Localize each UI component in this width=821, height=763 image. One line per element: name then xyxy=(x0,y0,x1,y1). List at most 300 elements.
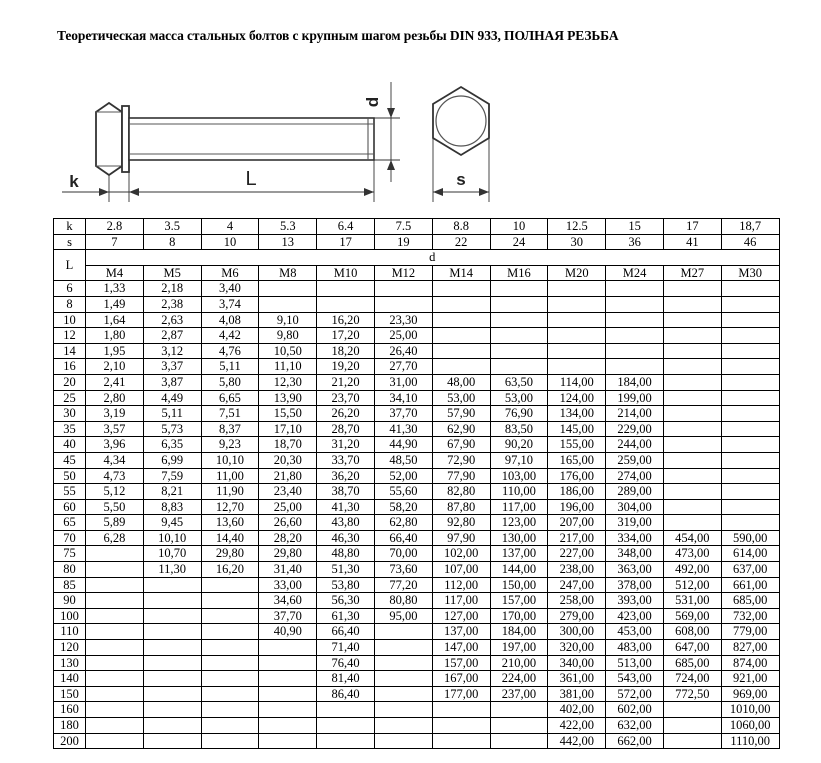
mass-cell: 23,30 xyxy=(374,312,432,328)
header-size-m20: M20 xyxy=(548,265,606,281)
mass-cell: 492,00 xyxy=(663,562,721,578)
mass-cell-empty xyxy=(201,624,259,640)
mass-cell-empty xyxy=(548,296,606,312)
mass-cell: 779,00 xyxy=(721,624,779,640)
mass-cell: 29,80 xyxy=(259,546,317,562)
mass-cell-empty xyxy=(721,484,779,500)
header-k-value: 3.5 xyxy=(143,219,201,235)
row-length-label: 35 xyxy=(54,421,86,437)
mass-cell-empty xyxy=(86,671,144,687)
mass-cell: 13,90 xyxy=(259,390,317,406)
mass-cell: 107,00 xyxy=(432,562,490,578)
mass-cell: 247,00 xyxy=(548,577,606,593)
mass-cell-empty xyxy=(374,733,432,749)
dimension-label-k: k xyxy=(69,172,79,191)
mass-cell: 16,20 xyxy=(201,562,259,578)
table-header xyxy=(54,219,780,281)
mass-cell-empty xyxy=(259,718,317,734)
page-title: Теоретическая масса стальных болтов с крупным шагом резьбы DIN 933, ПОЛНАЯ РЕЗЬБА xyxy=(57,28,619,43)
mass-cell: 18,20 xyxy=(317,343,375,359)
header-k-value: 6.4 xyxy=(317,219,375,235)
mass-cell-empty xyxy=(663,312,721,328)
mass-cell: 53,80 xyxy=(317,577,375,593)
mass-cell-empty xyxy=(663,421,721,437)
mass-cell-empty xyxy=(432,702,490,718)
header-row-d-span xyxy=(54,250,780,266)
mass-cell: 102,00 xyxy=(432,546,490,562)
mass-cell: 90,20 xyxy=(490,437,548,453)
row-length-label: 10 xyxy=(54,312,86,328)
mass-cell: 71,40 xyxy=(317,640,375,656)
mass-cell-empty xyxy=(721,281,779,297)
mass-cell: 76,90 xyxy=(490,406,548,422)
mass-cell-empty xyxy=(721,328,779,344)
mass-cell-empty xyxy=(663,515,721,531)
mass-cell: 48,50 xyxy=(374,452,432,468)
table-row xyxy=(54,702,780,718)
row-length-label: 150 xyxy=(54,686,86,702)
mass-cell-empty xyxy=(143,624,201,640)
mass-cell-empty xyxy=(317,296,375,312)
mass-cell: 15,50 xyxy=(259,406,317,422)
mass-cell-empty xyxy=(548,312,606,328)
mass-cell-empty xyxy=(374,671,432,687)
mass-cell-empty xyxy=(721,406,779,422)
mass-cell: 772,50 xyxy=(663,686,721,702)
header-k-value: 10 xyxy=(490,219,548,235)
mass-cell: 10,10 xyxy=(143,530,201,546)
mass-cell-empty xyxy=(143,640,201,656)
mass-cell-empty xyxy=(143,593,201,609)
mass-cell: 48,80 xyxy=(317,546,375,562)
mass-cell-empty xyxy=(663,437,721,453)
mass-cell: 37,70 xyxy=(259,608,317,624)
mass-cell: 5,89 xyxy=(86,515,144,531)
mass-cell: 157,00 xyxy=(490,593,548,609)
header-s-value: 24 xyxy=(490,234,548,250)
header-k-value: 12.5 xyxy=(548,219,606,235)
mass-cell: 6,28 xyxy=(86,530,144,546)
mass-cell: 53,00 xyxy=(432,390,490,406)
row-length-label: 45 xyxy=(54,452,86,468)
mass-cell: 279,00 xyxy=(548,608,606,624)
table-row xyxy=(54,484,780,500)
mass-cell: 137,00 xyxy=(432,624,490,640)
mass-cell-empty xyxy=(86,718,144,734)
mass-cell: 207,00 xyxy=(548,515,606,531)
mass-cell: 77,90 xyxy=(432,468,490,484)
mass-cell-empty xyxy=(201,640,259,656)
bolt-head-end-view xyxy=(433,87,489,155)
mass-cell: 199,00 xyxy=(606,390,664,406)
mass-cell: 1,95 xyxy=(86,343,144,359)
mass-cell-empty xyxy=(490,702,548,718)
mass-cell-empty xyxy=(432,343,490,359)
mass-cell: 117,00 xyxy=(432,593,490,609)
mass-cell-empty xyxy=(374,686,432,702)
mass-cell: 1,80 xyxy=(86,328,144,344)
mass-cell: 124,00 xyxy=(548,390,606,406)
mass-cell: 1,64 xyxy=(86,312,144,328)
mass-cell-empty xyxy=(201,718,259,734)
mass-cell-empty xyxy=(663,406,721,422)
mass-cell: 513,00 xyxy=(606,655,664,671)
mass-cell: 11,10 xyxy=(259,359,317,375)
mass-cell: 97,90 xyxy=(432,530,490,546)
mass-cell: 21,80 xyxy=(259,468,317,484)
table-row xyxy=(54,452,780,468)
mass-cell: 259,00 xyxy=(606,452,664,468)
header-row-sizes xyxy=(54,265,780,281)
mass-cell: 9,23 xyxy=(201,437,259,453)
mass-cell-empty xyxy=(721,359,779,375)
mass-cell-empty xyxy=(143,718,201,734)
mass-cell: 27,70 xyxy=(374,359,432,375)
mass-cell: 661,00 xyxy=(721,577,779,593)
header-k-value: 8.8 xyxy=(432,219,490,235)
mass-cell-empty xyxy=(143,733,201,749)
mass-cell: 46,30 xyxy=(317,530,375,546)
row-length-label: 200 xyxy=(54,733,86,749)
mass-cell-empty xyxy=(490,296,548,312)
mass-cell: 57,90 xyxy=(432,406,490,422)
mass-cell-empty xyxy=(432,733,490,749)
mass-cell: 608,00 xyxy=(663,624,721,640)
mass-cell: 51,30 xyxy=(317,562,375,578)
table-row xyxy=(54,733,780,749)
mass-cell-empty xyxy=(721,390,779,406)
table-row xyxy=(54,546,780,562)
mass-cell: 73,60 xyxy=(374,562,432,578)
mass-cell: 3,12 xyxy=(143,343,201,359)
mass-cell: 3,40 xyxy=(201,281,259,297)
mass-cell: 319,00 xyxy=(606,515,664,531)
mass-cell-empty xyxy=(548,343,606,359)
mass-cell: 70,00 xyxy=(374,546,432,562)
mass-cell: 23,70 xyxy=(317,390,375,406)
mass-cell-empty xyxy=(663,343,721,359)
mass-cell: 224,00 xyxy=(490,671,548,687)
mass-cell: 531,00 xyxy=(663,593,721,609)
mass-cell: 5,11 xyxy=(143,406,201,422)
mass-cell: 2,10 xyxy=(86,359,144,375)
mass-cell: 81,40 xyxy=(317,671,375,687)
table-row xyxy=(54,468,780,484)
mass-cell-empty xyxy=(317,281,375,297)
mass-cell: 340,00 xyxy=(548,655,606,671)
mass-cell-empty xyxy=(432,312,490,328)
dimension-label-L: L xyxy=(245,168,257,190)
header-size-m16: M16 xyxy=(490,265,548,281)
table-row xyxy=(54,671,780,687)
row-length-label: 6 xyxy=(54,281,86,297)
mass-cell: 55,60 xyxy=(374,484,432,500)
mass-cell-empty xyxy=(143,577,201,593)
mass-cell: 155,00 xyxy=(548,437,606,453)
mass-cell: 8,83 xyxy=(143,499,201,515)
mass-cell: 184,00 xyxy=(490,624,548,640)
mass-cell: 34,60 xyxy=(259,593,317,609)
mass-cell: 637,00 xyxy=(721,562,779,578)
mass-cell: 4,76 xyxy=(201,343,259,359)
mass-cell: 4,34 xyxy=(86,452,144,468)
mass-cell-empty xyxy=(201,733,259,749)
mass-cell: 20,30 xyxy=(259,452,317,468)
mass-cell: 244,00 xyxy=(606,437,664,453)
mass-cell: 33,70 xyxy=(317,452,375,468)
mass-cell: 61,30 xyxy=(317,608,375,624)
mass-cell: 170,00 xyxy=(490,608,548,624)
table-row xyxy=(54,608,780,624)
row-length-label: 90 xyxy=(54,593,86,609)
mass-cell-empty xyxy=(201,702,259,718)
mass-cell-empty xyxy=(490,343,548,359)
table-row xyxy=(54,406,780,422)
mass-cell-empty xyxy=(663,296,721,312)
mass-cell: 165,00 xyxy=(548,452,606,468)
mass-cell: 3,87 xyxy=(143,374,201,390)
mass-cell: 77,20 xyxy=(374,577,432,593)
mass-cell: 48,00 xyxy=(432,374,490,390)
row-length-label: 8 xyxy=(54,296,86,312)
mass-cell: 23,40 xyxy=(259,484,317,500)
mass-cell: 36,20 xyxy=(317,468,375,484)
row-length-label: 12 xyxy=(54,328,86,344)
mass-cell-empty xyxy=(317,718,375,734)
row-length-label: 30 xyxy=(54,406,86,422)
row-length-label: 75 xyxy=(54,546,86,562)
mass-cell: 10,70 xyxy=(143,546,201,562)
mass-cell-empty xyxy=(374,281,432,297)
mass-cell: 483,00 xyxy=(606,640,664,656)
mass-cell: 114,00 xyxy=(548,374,606,390)
mass-cell-empty xyxy=(721,312,779,328)
header-s-value: 8 xyxy=(143,234,201,250)
mass-cell: 10,50 xyxy=(259,343,317,359)
mass-cell: 177,00 xyxy=(432,686,490,702)
header-label-s: s xyxy=(54,234,86,250)
mass-cell-empty xyxy=(663,281,721,297)
mass-cell: 83,50 xyxy=(490,421,548,437)
header-size-m14: M14 xyxy=(432,265,490,281)
mass-cell: 196,00 xyxy=(548,499,606,515)
mass-cell: 21,20 xyxy=(317,374,375,390)
header-size-m24: M24 xyxy=(606,265,664,281)
mass-cell: 724,00 xyxy=(663,671,721,687)
table-row xyxy=(54,686,780,702)
header-s-value: 13 xyxy=(259,234,317,250)
mass-cell: 17,10 xyxy=(259,421,317,437)
mass-cell: 82,80 xyxy=(432,484,490,500)
mass-cell: 473,00 xyxy=(663,546,721,562)
dimension-label-d: d xyxy=(363,96,382,108)
mass-cell: 214,00 xyxy=(606,406,664,422)
mass-cell: 300,00 xyxy=(548,624,606,640)
mass-cell-empty xyxy=(374,296,432,312)
mass-cell: 614,00 xyxy=(721,546,779,562)
mass-cell: 184,00 xyxy=(606,374,664,390)
mass-cell: 304,00 xyxy=(606,499,664,515)
mass-cell: 127,00 xyxy=(432,608,490,624)
mass-cell-empty xyxy=(432,359,490,375)
mass-cell: 66,40 xyxy=(374,530,432,546)
mass-cell: 1010,00 xyxy=(721,702,779,718)
bolt-shank-side-view xyxy=(129,118,374,160)
mass-cell-empty xyxy=(490,733,548,749)
mass-cell-empty xyxy=(259,686,317,702)
mass-cell: 112,00 xyxy=(432,577,490,593)
mass-cell: 229,00 xyxy=(606,421,664,437)
mass-cell: 647,00 xyxy=(663,640,721,656)
mass-cell: 43,80 xyxy=(317,515,375,531)
row-length-label: 55 xyxy=(54,484,86,500)
mass-cell-empty xyxy=(663,452,721,468)
mass-cell-empty xyxy=(259,296,317,312)
row-length-label: 160 xyxy=(54,702,86,718)
mass-cell: 145,00 xyxy=(548,421,606,437)
mass-cell-empty xyxy=(86,733,144,749)
mass-cell: 1,49 xyxy=(86,296,144,312)
mass-cell: 40,90 xyxy=(259,624,317,640)
row-length-label: 14 xyxy=(54,343,86,359)
header-size-m6: M6 xyxy=(201,265,259,281)
mass-cell-empty xyxy=(606,343,664,359)
mass-cell-empty xyxy=(490,328,548,344)
mass-cell: 9,45 xyxy=(143,515,201,531)
mass-cell: 402,00 xyxy=(548,702,606,718)
header-k-value: 5.3 xyxy=(259,219,317,235)
mass-cell: 2,63 xyxy=(143,312,201,328)
mass-cell: 543,00 xyxy=(606,671,664,687)
mass-cell: 31,00 xyxy=(374,374,432,390)
mass-cell-empty xyxy=(374,624,432,640)
bolt-head-side-view xyxy=(96,103,129,175)
mass-cell-empty xyxy=(606,296,664,312)
mass-cell-empty xyxy=(606,281,664,297)
header-size-m4: M4 xyxy=(86,265,144,281)
table-row xyxy=(54,640,780,656)
mass-cell: 393,00 xyxy=(606,593,664,609)
mass-cell-empty xyxy=(143,686,201,702)
mass-cell: 422,00 xyxy=(548,718,606,734)
mass-cell-empty xyxy=(374,640,432,656)
mass-cell-empty xyxy=(86,686,144,702)
mass-cell-empty xyxy=(432,281,490,297)
mass-cell: 6,99 xyxy=(143,452,201,468)
mass-cell: 63,50 xyxy=(490,374,548,390)
mass-cell: 378,00 xyxy=(606,577,664,593)
mass-cell: 117,00 xyxy=(490,499,548,515)
mass-cell: 453,00 xyxy=(606,624,664,640)
bolt-technical-drawing xyxy=(0,62,821,212)
row-length-label: 65 xyxy=(54,515,86,531)
header-row-k xyxy=(54,219,780,235)
mass-cell: 26,60 xyxy=(259,515,317,531)
mass-cell: 2,80 xyxy=(86,390,144,406)
table-row xyxy=(54,359,780,375)
mass-cell-empty xyxy=(721,499,779,515)
mass-cell-empty xyxy=(663,499,721,515)
mass-cell: 34,10 xyxy=(374,390,432,406)
row-length-label: 180 xyxy=(54,718,86,734)
row-length-label: 40 xyxy=(54,437,86,453)
mass-cell-empty xyxy=(606,328,664,344)
mass-cell-empty xyxy=(86,577,144,593)
header-s-value: 46 xyxy=(721,234,779,250)
mass-cell: 62,90 xyxy=(432,421,490,437)
mass-cell: 8,37 xyxy=(201,421,259,437)
header-label-k: k xyxy=(54,219,86,235)
table-row xyxy=(54,437,780,453)
mass-cell: 44,90 xyxy=(374,437,432,453)
mass-cell: 289,00 xyxy=(606,484,664,500)
mass-cell-empty xyxy=(663,374,721,390)
mass-cell: 9,80 xyxy=(259,328,317,344)
mass-cell: 827,00 xyxy=(721,640,779,656)
mass-cell: 147,00 xyxy=(432,640,490,656)
mass-cell-empty xyxy=(317,733,375,749)
mass-cell-empty xyxy=(86,640,144,656)
mass-cell: 176,00 xyxy=(548,468,606,484)
mass-cell-empty xyxy=(86,562,144,578)
mass-cell: 26,40 xyxy=(374,343,432,359)
header-s-value: 30 xyxy=(548,234,606,250)
mass-cell: 685,00 xyxy=(663,655,721,671)
mass-cell: 602,00 xyxy=(606,702,664,718)
mass-cell: 217,00 xyxy=(548,530,606,546)
table-row xyxy=(54,343,780,359)
mass-cell: 442,00 xyxy=(548,733,606,749)
mass-cell: 569,00 xyxy=(663,608,721,624)
mass-cell: 363,00 xyxy=(606,562,664,578)
mass-cell: 3,74 xyxy=(201,296,259,312)
header-s-value: 36 xyxy=(606,234,664,250)
mass-cell: 134,00 xyxy=(548,406,606,422)
mass-cell-empty xyxy=(86,655,144,671)
mass-cell: 5,80 xyxy=(201,374,259,390)
mass-cell: 86,40 xyxy=(317,686,375,702)
mass-cell-empty xyxy=(721,452,779,468)
table-row xyxy=(54,328,780,344)
mass-cell-empty xyxy=(721,515,779,531)
mass-cell-empty xyxy=(201,608,259,624)
mass-cell-empty xyxy=(721,296,779,312)
header-size-m5: M5 xyxy=(143,265,201,281)
mass-cell: 1060,00 xyxy=(721,718,779,734)
mass-cell: 14,40 xyxy=(201,530,259,546)
mass-cell-empty xyxy=(259,733,317,749)
mass-cell: 258,00 xyxy=(548,593,606,609)
mass-cell: 423,00 xyxy=(606,608,664,624)
header-size-m10: M10 xyxy=(317,265,375,281)
mass-cell: 80,80 xyxy=(374,593,432,609)
mass-cell-empty xyxy=(86,624,144,640)
mass-cell: 381,00 xyxy=(548,686,606,702)
mass-cell: 41,30 xyxy=(374,421,432,437)
mass-cell-empty xyxy=(663,733,721,749)
mass-cell: 685,00 xyxy=(721,593,779,609)
table-row xyxy=(54,374,780,390)
mass-cell: 274,00 xyxy=(606,468,664,484)
mass-cell-empty xyxy=(143,655,201,671)
header-s-value: 19 xyxy=(374,234,432,250)
mass-cell-empty xyxy=(201,593,259,609)
mass-cell: 210,00 xyxy=(490,655,548,671)
header-s-value: 7 xyxy=(86,234,144,250)
table-row xyxy=(54,562,780,578)
header-size-m27: M27 xyxy=(663,265,721,281)
bolt-mass-table xyxy=(53,218,780,749)
